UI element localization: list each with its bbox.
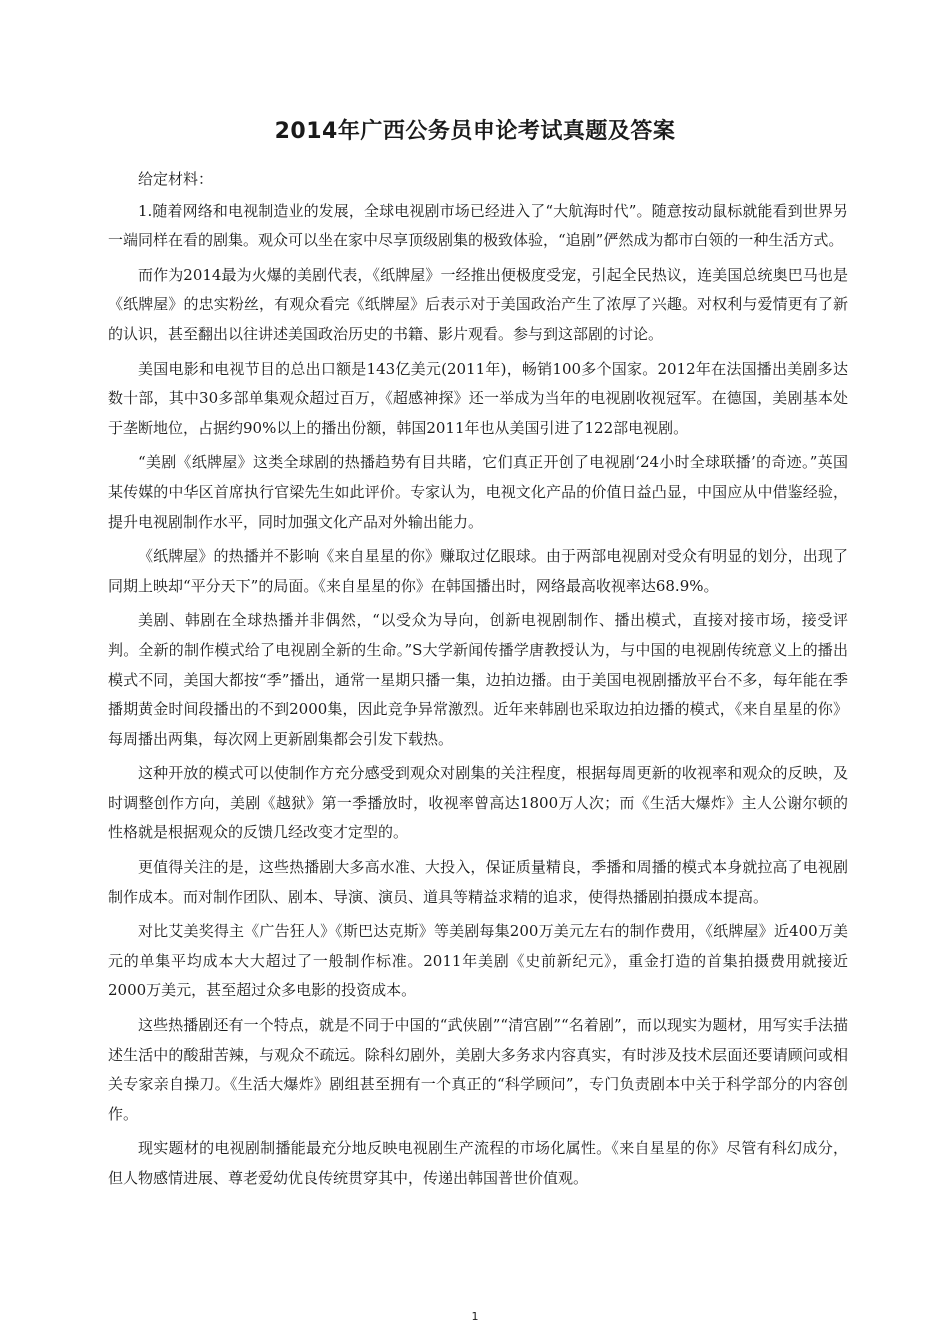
paragraph: 更值得关注的是，这些热播剧大多高水准、大投入，保证质量精良，季播和周播的模式本身就拉高了电视剧制作成本。而对制作团队、剧本、导演、演员、道具等精益求精的追求，使得热播剧拍摄成本提高。 bbox=[108, 858, 848, 906]
page-number: 1 bbox=[471, 1310, 479, 1323]
paragraph: 对比艾美奖得主《广告狂人》《斯巴达克斯》等美剧每集200万美元左右的制作费用，《纸牌屋》近400万美元的单集平均成本大大超过了一般制作标准。2011年美剧《史前新纪元》，重金打造的首集拍摄费用就接近2000万美元，甚至超过众多电影的投资成本。 bbox=[108, 922, 848, 1000]
paragraph: 《纸牌屋》的热播并不影响《来自星星的你》赚取过亿眼球。由于两部电视剧对受众有明显的划分，出现了同期上映却“平分天下”的局面。《来自星星的你》在韩国播出时，网络最高收视率达68.9%。 bbox=[108, 547, 848, 595]
paragraph: 这些热播剧还有一个特点，就是不同于中国的“武侠剧”“清宫剧”“名着剧”，而以现实为题材，用写实手法描述生活中的酸甜苦辣，与观众不疏远。除科幻剧外，美剧大多务求内容真实，有时涉及技术层面还要请顾问或相关专家亲自操刀。《生活大爆炸》剧组甚至拥有一个真正的“科学顾问”，专门负责剧本中关于科学部分的内容创作。 bbox=[108, 1016, 848, 1123]
paragraph: 而作为2014最为火爆的美剧代表，《纸牌屋》一经推出便极度受宠，引起全民热议，连美国总统奥巴马也是《纸牌屋》的忠实粉丝，有观众看完《纸牌屋》后表示对于美国政治产生了浓厚了兴趣。对权利与爱情更有了新的认识，甚至翻出以往讲述美国政治历史的书籍、影片观看。参与到这部剧的讨论。 bbox=[108, 265, 848, 343]
paragraph: “美剧《纸牌屋》这类全球剧的热播趋势有目共睹，它们真正开创了电视剧‘24小时全球联播’的奇迹。”英国某传媒的中华区首席执行官梁先生如此评价。专家认为，电视文化产品的价值日益凸显，中国应从中借鉴经验，提升电视剧制作水平，同时加强文化产品对外输出能力。 bbox=[108, 453, 848, 531]
document-body bbox=[108, 165, 848, 1199]
document-title: 2014年广西公务员申论考试真题及答案 bbox=[274, 119, 676, 144]
section-label: 给定材料： bbox=[138, 170, 214, 188]
paragraph: 现实题材的电视剧制播能最充分地反映电视剧生产流程的市场化属性。《来自星星的你》尽管有科幻成分，但人物感情进展、尊老爱幼优良传统贯穿其中，传递出韩国普世价值观。 bbox=[108, 1139, 848, 1187]
paragraph: 1.随着网络和电视制造业的发展，全球电视剧市场已经进入了“大航海时代”。随意按动鼠标就能看到世界另一端同样在看的剧集。观众可以坐在家中尽享顶级剧集的极致体验，“追剧”俨然成为都市白领的一种生活方式。 bbox=[108, 201, 848, 250]
paragraph: 美剧、韩剧在全球热播并非偶然，“以受众为导向，创新电视剧制作、播出模式，直接对接市场，接受评判。全新的制作模式给了电视剧全新的生命。”S大学新闻传播学唐教授认为，与中国的电视剧传统意义上的播出模式不同，美国大都按“季”播出，通常一星期只播一集，边拍边播。由于美国电视剧播放平台不多，每年能在季播期黄金时间段播出的不到2000集，因此竞争异常激烈。近年来韩剧也采取边拍边播的模式，《来自星星的你》每周播出两集，每次网上更新剧集都会引发下载热。 bbox=[108, 611, 848, 748]
paragraph: 美国电影和电视节目的总出口额是143亿美元(2011年)，畅销100多个国家。2012年在法国播出美剧多达数十部，其中30多部单集观众超过百万，《超感神探》还一举成为当年的电视剧收视冠军。在德国，美剧基本处于垄断地位，占据约90%以上的播出份额，韩国2011年也从美国引进了122部电视剧。 bbox=[108, 359, 848, 437]
paragraph: 这种开放的模式可以使制作方充分感受到观众对剧集的关注程度，根据每周更新的收视率和观众的反映，及时调整创作方向，美剧《越狱》第一季播放时，收视率曾高达1800万人次；而《生活大爆炸》主人公谢尔顿的性格就是根据观众的反馈几经改变才定型的。 bbox=[108, 764, 848, 842]
